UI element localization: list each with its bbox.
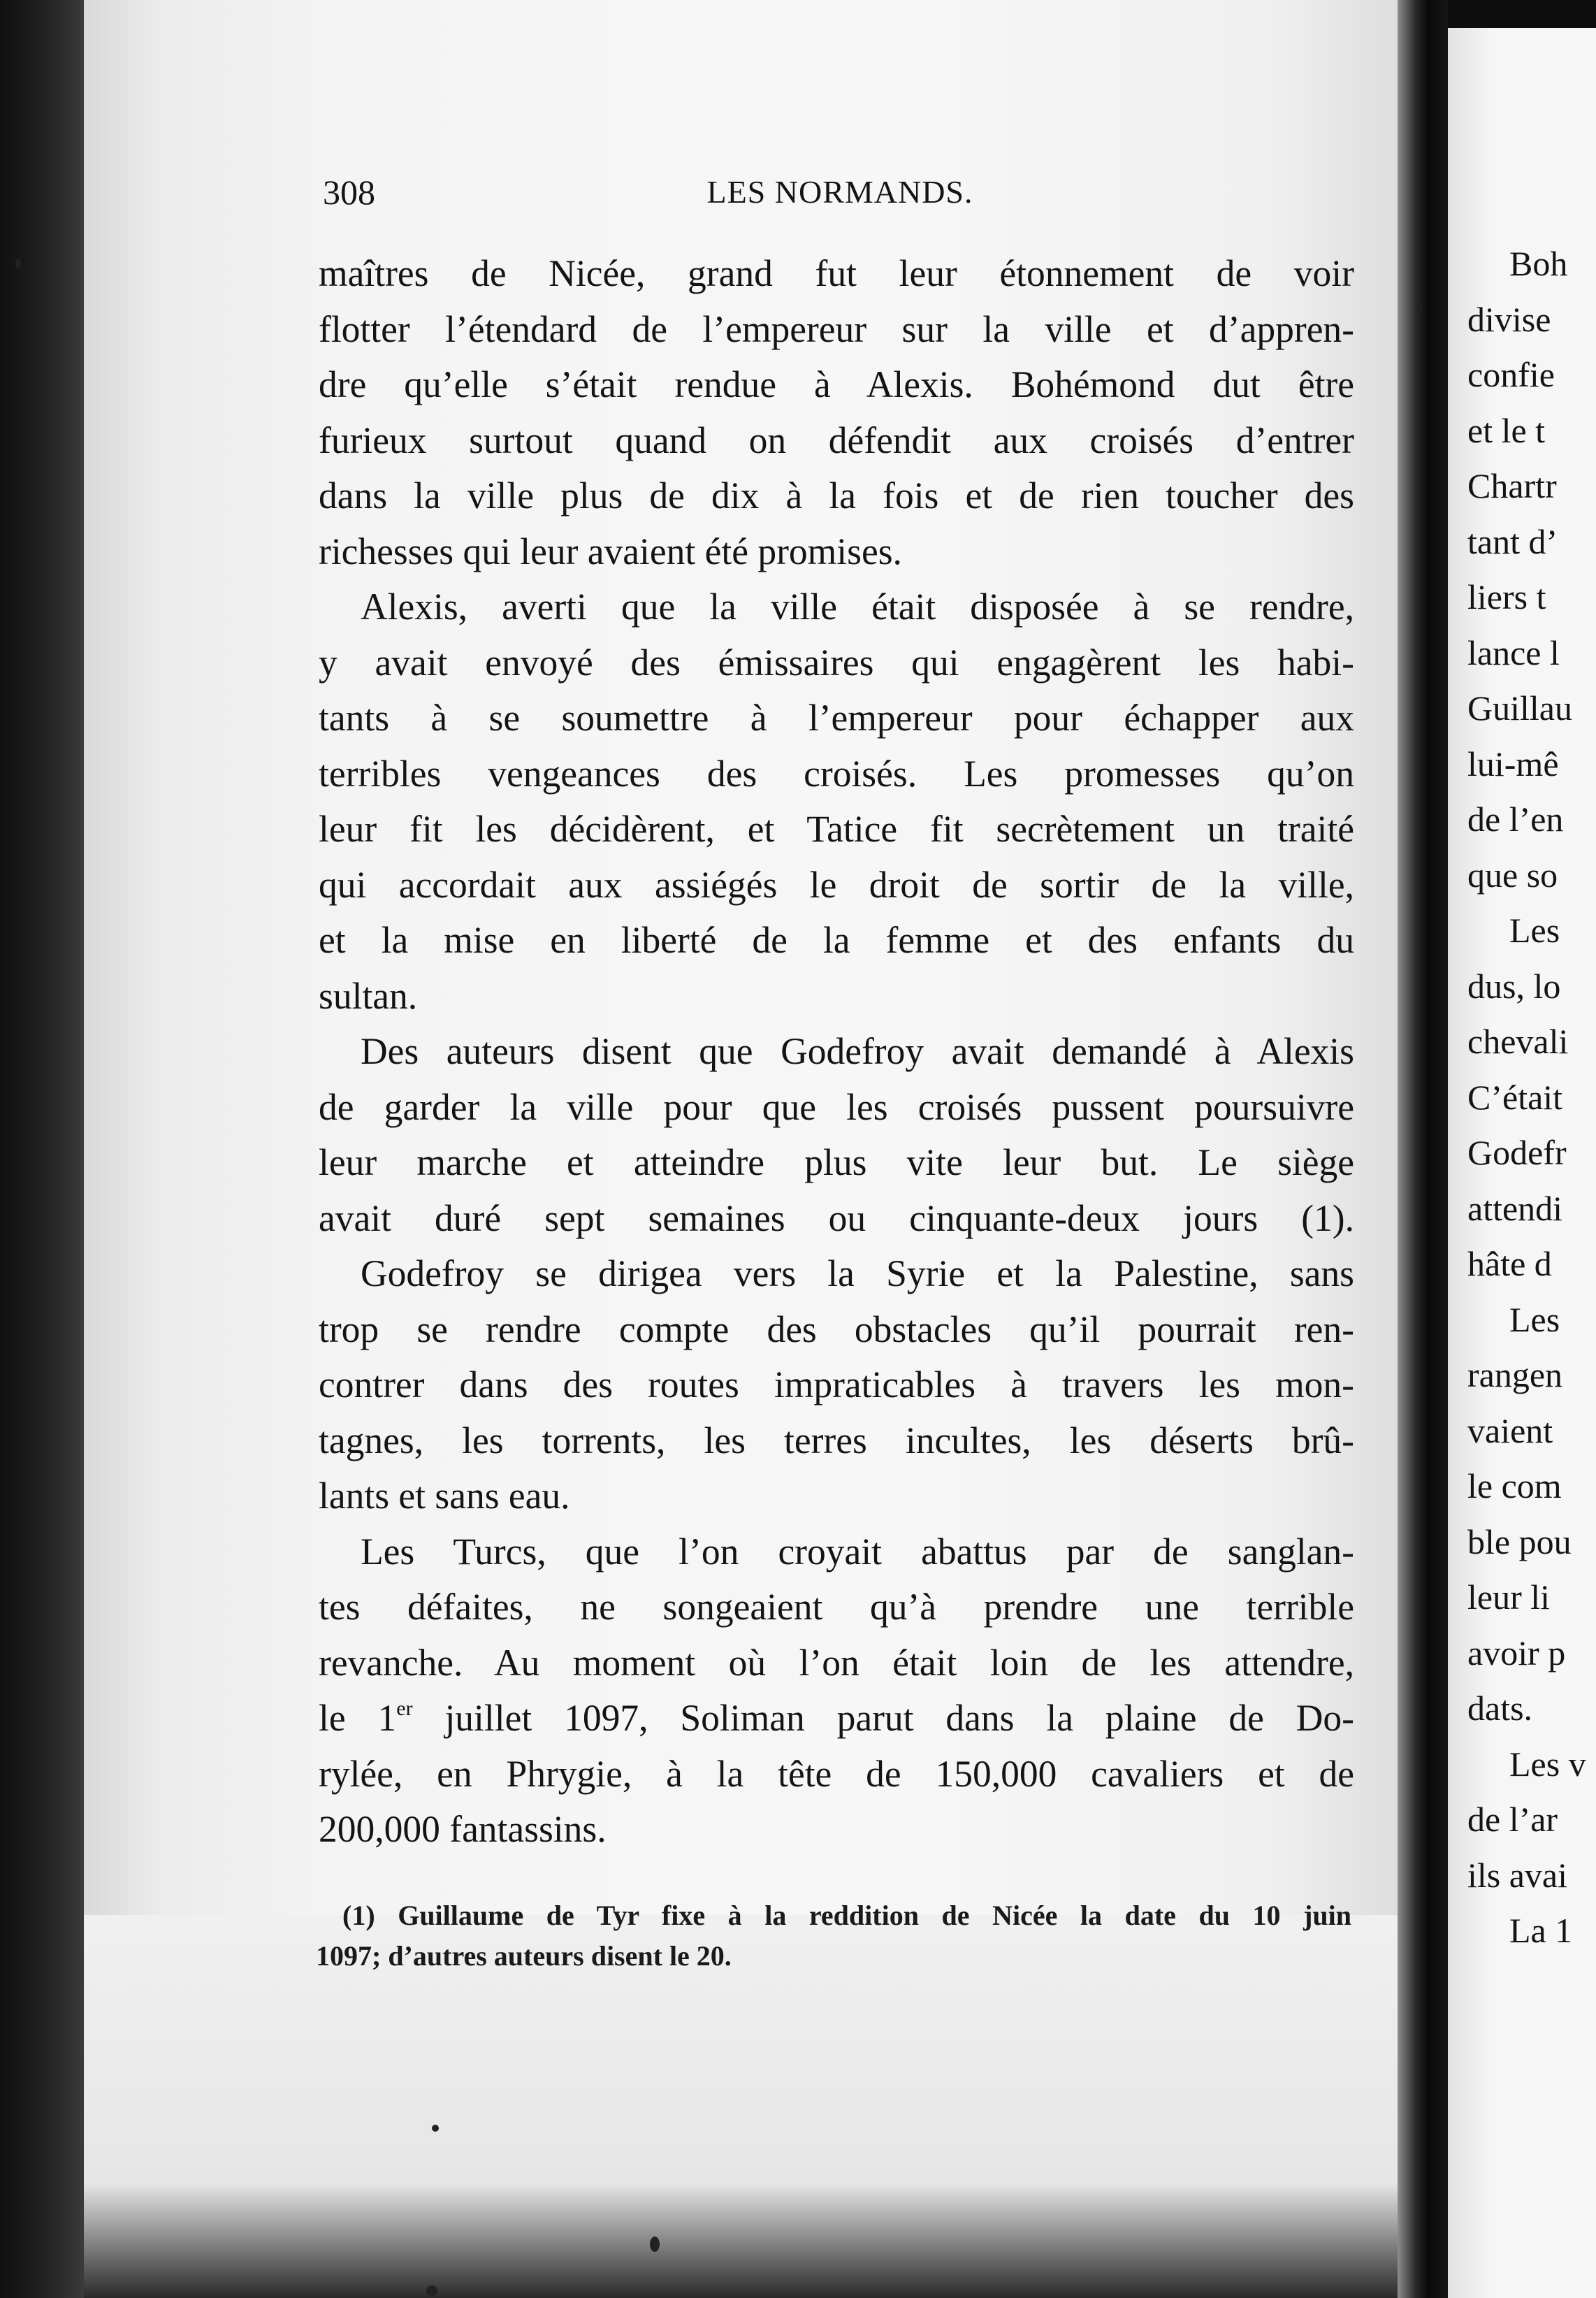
text-line: avait duré sept semaines ou cinquante-deux jours (1).	[319, 1197, 1354, 1239]
text-line: 200,000 fantassins.	[319, 1808, 607, 1850]
text-line: Godefroy se dirigea vers la Syrie et la Palestine, sans	[361, 1252, 1354, 1294]
text-line: et la mise en liberté de la femme et des enfants du	[319, 919, 1354, 961]
scan-speck	[426, 2285, 437, 2297]
facing-line: vaient	[1467, 1410, 1553, 1450]
facing-line: et le t	[1467, 410, 1546, 450]
text-line-with-superscript	[319, 1691, 1354, 1747]
facing-line: que so	[1467, 855, 1558, 895]
text-line: richesses qui leur avaient été promises.	[319, 530, 902, 572]
facing-line: Guillau	[1467, 688, 1572, 728]
facing-line: lance l	[1467, 633, 1560, 672]
facing-line: confie	[1467, 355, 1555, 394]
superscript: er	[396, 1697, 413, 1720]
facing-line: ils avai	[1467, 1855, 1568, 1895]
book-edge	[0, 0, 84, 2298]
page-number: 308	[323, 173, 375, 212]
facing-line: chevali	[1467, 1022, 1569, 1061]
text-line: tants à se soumettre à l’empereur pour échapper aux	[319, 697, 1354, 739]
facing-line: dus, lo	[1467, 966, 1561, 1006]
facing-line: C’était	[1467, 1077, 1563, 1117]
text-line: dre qu’elle s’était rendue à Alexis. Bohémond dut être	[319, 363, 1354, 405]
text-line: furieux surtout quand on défendit aux croisés d’entrer	[319, 419, 1354, 461]
body-text	[319, 246, 1354, 1858]
text-line: leur fit les décidèrent, et Tatice fit secrètement un traité	[319, 808, 1354, 850]
facing-line: avoir p	[1467, 1633, 1566, 1672]
right-page-top-shadow	[1448, 0, 1596, 28]
running-head	[323, 168, 1357, 217]
text-line: flotter l’étendard de l’empereur sur la ville et d’appren-	[319, 308, 1354, 350]
page-gutter	[1398, 0, 1448, 2298]
facing-line: liers t	[1467, 577, 1546, 616]
text-line: de garder la ville pour que les croisés pussent poursuivre	[319, 1085, 1354, 1128]
running-title: LES NORMANDS.	[706, 174, 973, 210]
facing-line: Les	[1509, 1299, 1560, 1339]
facing-line: divise	[1467, 299, 1551, 339]
facing-line: Les	[1509, 911, 1560, 950]
scan-speck	[1417, 301, 1421, 315]
facing-line: de l’ar	[1467, 1800, 1558, 1839]
text-line: terribles vengeances des croisés. Les promesses qu’on	[319, 752, 1354, 795]
text-line: tes défaites, ne songeaient qu’à prendre une terrible	[319, 1586, 1354, 1628]
facing-line: hâte d	[1467, 1244, 1552, 1283]
text-line: contrer dans des routes impraticables à travers les mon-	[319, 1364, 1354, 1405]
text-line: maîtres de Nicée, grand fut leur étonnement de voir	[319, 252, 1354, 294]
text-line: leur marche et atteindre plus vite leur but. Le siège	[319, 1141, 1354, 1183]
scan-speck	[650, 2236, 660, 2252]
facing-line: La 1	[1509, 1911, 1573, 1950]
scan-speck	[432, 2125, 439, 2132]
text-line: qui accordait aux assiégés le droit de sortir de la ville,	[319, 863, 1354, 906]
facing-line: tant d’	[1467, 521, 1558, 561]
facing-line: lui-mê	[1467, 744, 1559, 783]
facing-line: de l’en	[1467, 800, 1564, 839]
text-fragment: le 1	[319, 1697, 397, 1739]
text-line: y avait envoyé des émissaires qui engagèrent les habi-	[319, 641, 1354, 684]
facing-line: Chartr	[1467, 466, 1557, 505]
facing-line: le com	[1467, 1466, 1562, 1505]
text-line: trop se rendre compte des obstacles qu’il pourrait ren-	[319, 1308, 1354, 1350]
facing-line: Les v	[1509, 1744, 1586, 1784]
facing-line: Godefr	[1467, 1133, 1567, 1172]
facing-line: ble pou	[1467, 1522, 1572, 1561]
text-line: Alexis, averti que la ville était disposée à se rendre,	[361, 586, 1354, 628]
facing-line: leur li	[1467, 1577, 1551, 1617]
facing-line: rangen	[1467, 1355, 1563, 1394]
footnote-line: 1097; d’autres auteurs disent le 20.	[316, 1940, 732, 1972]
scan-speck	[15, 259, 21, 268]
footnote	[316, 1895, 1351, 1977]
footnote-line: (1) Guillaume de Tyr fixe à la reddition de Nicée la date du 10 juin	[342, 1900, 1351, 1931]
text-line: Les Turcs, que l’on croyait abattus par de sanglan-	[361, 1530, 1354, 1573]
text-line: revanche. Au moment où l’on était loin de les attendre,	[319, 1641, 1354, 1684]
text-line: Des auteurs disent que Godefroy avait demandé à Alexis	[361, 1030, 1354, 1072]
text-fragment: juillet 1097, Soliman parut dans la plaine de Do-	[412, 1697, 1354, 1739]
facing-line: Boh	[1509, 244, 1568, 283]
text-line: lants et sans eau.	[319, 1475, 570, 1517]
text-line: rylée, en Phrygie, à la tête de 150,000 cavaliers et de	[319, 1752, 1354, 1795]
text-line: tagnes, les torrents, les terres incultes, les déserts brû-	[319, 1419, 1354, 1461]
text-line: sultan.	[319, 974, 418, 1017]
text-line: dans la ville plus de dix à la fois et de rien toucher des	[319, 475, 1354, 516]
facing-page-text	[1467, 236, 1596, 1959]
facing-line: dats.	[1467, 1689, 1533, 1728]
facing-line: attendi	[1467, 1188, 1563, 1228]
